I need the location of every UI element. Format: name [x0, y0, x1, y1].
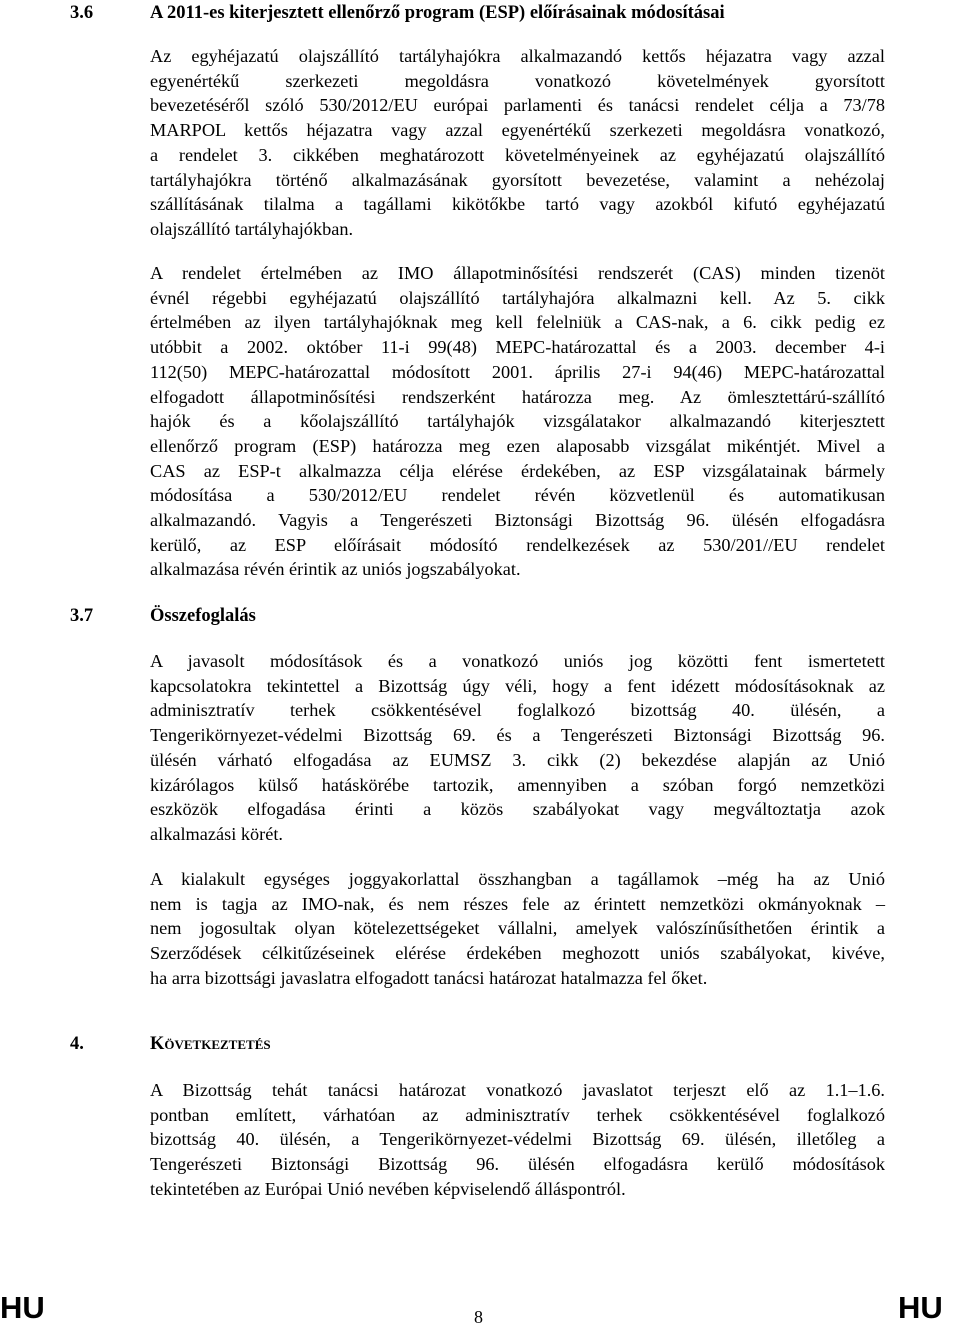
- text-line: évnél régebbi egyhéjazatú olajszállító tartályhajóra alkalmazni kell. Az 5. cikk: [150, 287, 885, 308]
- text-line: bevezetéséről szóló 530/2012/EU európai parlamenti és tanácsi rendelet célja a 73/78: [150, 95, 885, 116]
- text-line: alkalmazási körét.: [150, 823, 283, 844]
- text-line: a rendelet 3. cikkében meghatározott követelményeinek az egyhéjazatú olajszállító: [150, 144, 885, 165]
- paragraph-4-1: [150, 1078, 885, 1202]
- text-line: utóbbit a 2002. október 11-i 99(48) MEPC-határozattal és a 2003. december 4-i: [150, 337, 885, 358]
- text-line: nem jogosultak olyan kötelezettségeket vállalni, amelyek valószínűsíthetően érintik a: [150, 918, 885, 939]
- text-line: 112(50) MEPC-határozattal módosított 2001. április 27-i 94(46) MEPC-határozattal: [150, 361, 885, 382]
- text-line: módosítása a 530/2012/EU rendelet révén közvetlenül és automatikusan: [150, 485, 885, 506]
- text-line: szállításának tilalma a tagállami kikötőkbe tartó vagy azokból kifutó egyhéjazatú: [150, 194, 885, 215]
- text-line: MARPOL kettős héjazatra vagy azzal egyenértékű szerkezeti megoldásra vonatkozó,: [150, 120, 885, 141]
- text-line: A rendelet értelmében az IMO állapotminősítési rendszerét (CAS) minden tizenöt: [150, 263, 885, 283]
- paragraph-3-6-1: [150, 44, 885, 242]
- section-number-3-7: 3.7: [70, 606, 94, 626]
- section-number-3-6: 3.6: [70, 3, 94, 23]
- text-line: eszközök elfogadása érinti a közös szabályokat vagy megváltoztatja azok: [150, 799, 885, 820]
- footer-language-left: HU: [0, 1290, 45, 1325]
- text-line: tekintetében az Európai Unió nevében képviselendő álláspontról.: [150, 1178, 626, 1199]
- text-line: értelmében az ilyen tartályhajóknak meg kell felelniük a CAS-nak, a 6. cikk pedig ez: [150, 312, 885, 333]
- text-line: A kialakult egységes joggyakorlattal összhangban a tagállamok –még ha az Unió: [150, 869, 885, 889]
- page-number: 8: [474, 1307, 483, 1327]
- text-line: egyenértékű szerkezeti megoldásra vonatkozó követelmények gyorsított: [150, 70, 885, 91]
- text-line: kerülő, az ESP előírásait módosító rendelkezések az 530/201//EU rendelet: [150, 534, 885, 555]
- text-line: nem is tagja az IMO-nak, és nem részes fele az érintett nemzetközi okmányoknak –: [150, 893, 885, 914]
- text-line: Szerződések célkitűzéseinek elérése érdekében meghozott uniós szabályokat, kivéve,: [150, 943, 885, 964]
- text-line: kapcsolatokra tekintettel a Bizottság úgy véli, hogy a fent idézett módosításoknak az: [150, 675, 885, 696]
- text-line: ülésén várható elfogadása az EUMSZ 3. cikk (2) bekezdése alapján az Unió: [150, 749, 885, 770]
- text-line: CAS az ESP-t alkalmazza célja elérése érdekében, az ESP vizsgálatainak bármely: [150, 460, 885, 481]
- footer-language-right: HU: [898, 1290, 943, 1325]
- text-line: A javasolt módosítások és a vonatkozó uniós jog közötti fent ismertetett: [150, 651, 885, 671]
- paragraph-3-7-1: [150, 649, 885, 847]
- text-line: elfogadott állapotminősítési rendszerként határozza meg. Az ömlesztettárú-szállító: [150, 386, 885, 407]
- section-title-4: Következtetés: [150, 1034, 271, 1054]
- text-line: kizárólagos külső hatáskörébe tartozik, amennyiben a szóban forgó nemzetközi: [150, 774, 885, 795]
- text-line: olajszállító tartályhajókban.: [150, 218, 354, 239]
- text-line: hajók és a kőolajszállító tartályhajók vizsgálatakor alkalmazandó kiterjesztett: [150, 411, 885, 432]
- text-line: A Bizottság tehát tanácsi határozat vonatkozó javaslatot terjeszt elő az 1.1–1.6.: [150, 1080, 885, 1100]
- text-line: alkalmazása révén érintik az uniós jogszabályokat.: [150, 559, 521, 580]
- text-line: bizottság 40. ülésén, a Tengerikörnyezet-védelmi Bizottság 69. ülésén, illetőleg a: [150, 1129, 885, 1150]
- text-line: Tengerikörnyezet-védelmi Bizottság 69. és a Tengerészeti Biztonsági Bizottság 96.: [150, 725, 885, 746]
- text-line: adminisztratív terhek csökkentésével foglalkozó bizottság 40. ülésén, a: [150, 700, 885, 721]
- text-line: Az egyhéjazatú olajszállító tartályhajókra alkalmazandó kettős héjazatra vagy azzal: [150, 46, 885, 66]
- section-title-3-6: A 2011-es kiterjesztett ellenőrző program (ESP) előírásainak módosításai: [150, 3, 725, 23]
- text-line: ellenőrző program (ESP) határozza meg ezen alaposabb vizsgálat mikéntjét. Mivel a: [150, 435, 885, 456]
- text-line: tartályhajókra történő alkalmazásának gyorsított bevezetése, valamint a nehézolaj: [150, 169, 885, 190]
- text-line: ha arra bizottsági javaslatra elfogadott tanácsi határozat hatalmazza fel őket.: [150, 967, 708, 988]
- text-line: alkalmazandó. Vagyis a Tengerészeti Biztonsági Bizottság 96. ülésén elfogadásra: [150, 510, 885, 531]
- section-number-4: 4.: [70, 1034, 84, 1054]
- text-line: Tengerészeti Biztonsági Bizottság 96. ülésén elfogadásra kerülő módosítások: [150, 1154, 885, 1175]
- section-title-3-7: Összefoglalás: [150, 606, 256, 626]
- text-line: pontban említett, várhatóan az adminisztratív terhek csökkentésével foglalkozó: [150, 1104, 885, 1125]
- paragraph-3-6-2: [150, 261, 885, 582]
- paragraph-3-7-2: [150, 867, 885, 991]
